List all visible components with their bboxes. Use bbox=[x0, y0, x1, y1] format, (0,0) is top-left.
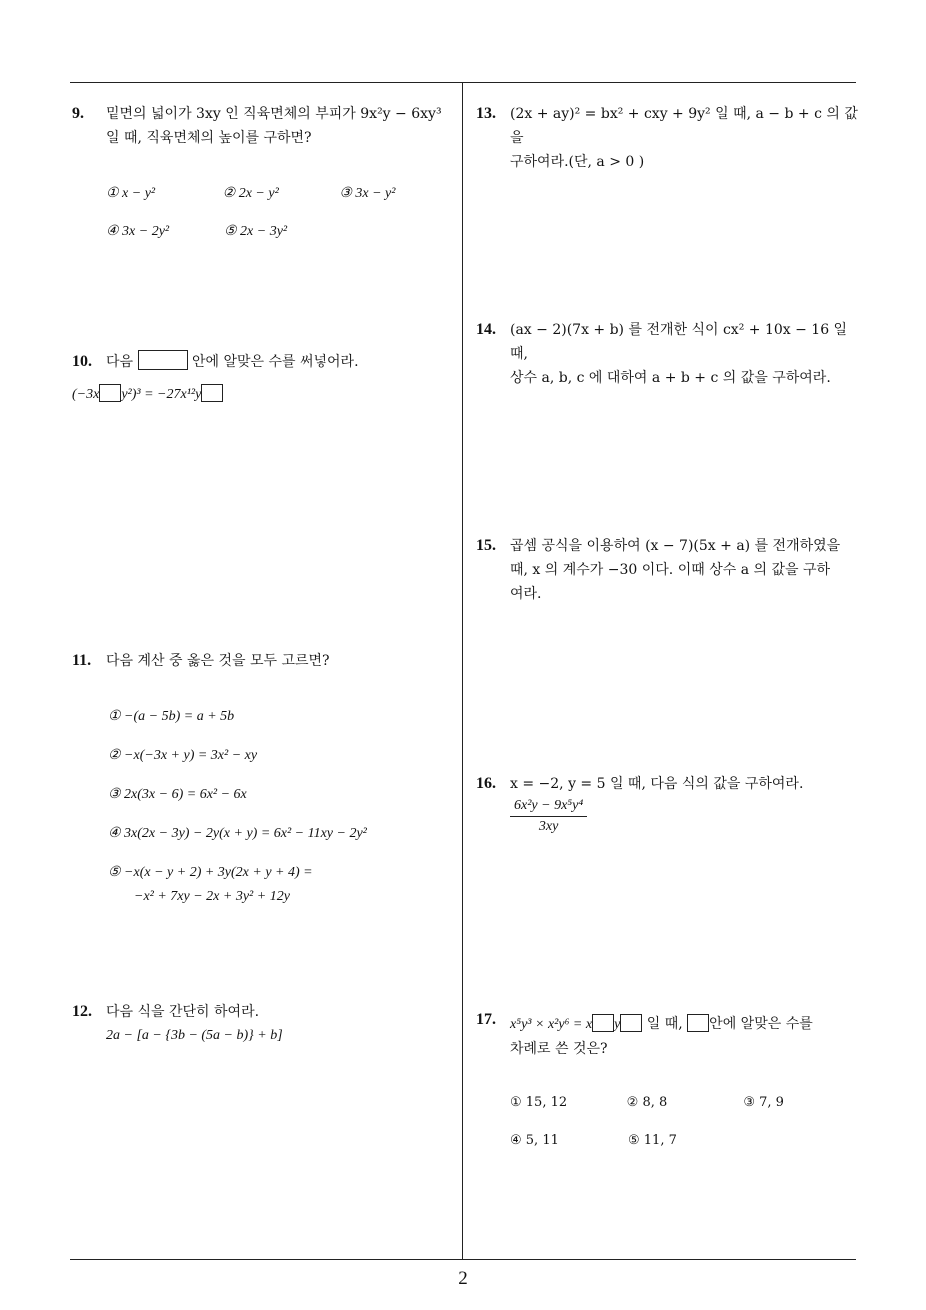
question-15 bbox=[476, 534, 860, 606]
answer-options bbox=[106, 182, 456, 244]
option-3[interactable]: ③ 2x(3x − 6) = 6x² − 6x bbox=[108, 787, 247, 802]
option-4[interactable]: ④ 3x − 2y² bbox=[106, 224, 170, 239]
option-3[interactable]: ③ 3x − y² bbox=[339, 186, 396, 201]
answer-options bbox=[108, 705, 456, 909]
fraction bbox=[510, 796, 587, 837]
question-text: 다음 식을 간단히 하여라. bbox=[106, 1004, 260, 1020]
fraction-denominator: 3xy bbox=[538, 819, 559, 834]
question-14 bbox=[476, 318, 860, 390]
question-13 bbox=[476, 102, 860, 174]
question-text: 구하여라.(단, a > 0 ) bbox=[510, 154, 645, 170]
question-number: 17. bbox=[476, 1011, 496, 1028]
answer-blank[interactable] bbox=[592, 1014, 614, 1032]
question-text: 안에 알맞은 수를 써넣어라. bbox=[191, 354, 359, 370]
expression: 2a − [a − {3b − (5a − b)} + b] bbox=[106, 1028, 283, 1043]
question-9 bbox=[72, 102, 456, 258]
question-12 bbox=[72, 1000, 456, 1048]
expression-mid: y²)³ = −27x¹²y bbox=[121, 387, 202, 402]
question-text: x = −2, y = 5 일 때, 다음 식의 값을 구하여라. bbox=[510, 776, 804, 792]
answer-blank-reference bbox=[687, 1014, 709, 1032]
answer-options bbox=[510, 1091, 860, 1153]
question-number: 15. bbox=[476, 537, 496, 554]
option-2[interactable]: ② −x(−3x + y) = 3x² − xy bbox=[108, 748, 258, 763]
question-text: 상수 a, b, c 에 대하여 a + b + c 의 값을 구하여라. bbox=[510, 370, 831, 386]
option-1[interactable]: ① x − y² bbox=[106, 186, 156, 201]
top-rule bbox=[70, 82, 856, 83]
option-5[interactable]: ⑤ −x(x − y + 2) + 3y(2x + y + 4) = bbox=[108, 865, 313, 880]
option-5-continued: −x² + 7xy − 2x + 3y² + 12y bbox=[134, 889, 290, 904]
option-2[interactable]: ② 2x − y² bbox=[222, 186, 279, 201]
column-divider bbox=[462, 82, 463, 1259]
option-4[interactable]: ④ 3x(2x − 3y) − 2y(x + y) = 6x² − 11xy − 2y² bbox=[108, 826, 367, 841]
question-11 bbox=[72, 649, 456, 909]
expression: x⁵y³ × x²y⁶ = x bbox=[510, 1017, 593, 1032]
question-text: 차례로 쓴 것은? bbox=[510, 1041, 608, 1057]
question-text: 곱셈 공식을 이용하여 (x − 7)(5x + a) 를 전개하였을 bbox=[510, 538, 841, 554]
question-number: 14. bbox=[476, 321, 496, 338]
question-number: 12. bbox=[72, 1003, 92, 1020]
question-text: 일 때, bbox=[646, 1016, 683, 1032]
page-number: 2 bbox=[458, 1268, 468, 1289]
question-text: 때, x 의 계수가 −30 이다. 이때 상수 a 의 값을 구하 bbox=[510, 562, 831, 578]
answer-blank[interactable] bbox=[99, 384, 121, 402]
expression-left: (−3x bbox=[72, 387, 100, 402]
option-1[interactable]: ① −(a − 5b) = a + 5b bbox=[108, 709, 235, 724]
answer-blank[interactable] bbox=[201, 384, 223, 402]
question-text: 일 때, 직육면체의 높이를 구하면? bbox=[106, 130, 312, 146]
question-text: 안에 알맞은 수를 bbox=[709, 1016, 813, 1032]
fraction-numerator: 6x²y − 9x⁵y⁴ bbox=[510, 796, 587, 817]
option-2[interactable]: ② 8, 8 bbox=[626, 1095, 668, 1110]
answer-blank[interactable] bbox=[620, 1014, 642, 1032]
question-text: 여라. bbox=[510, 586, 542, 602]
question-text: (2x + ay)² = bx² + cxy + 9y² 일 때, a − b + c 의 값을 bbox=[510, 106, 858, 146]
question-text: 다음 bbox=[106, 354, 134, 370]
question-number: 11. bbox=[72, 652, 92, 669]
expression: y bbox=[614, 1017, 621, 1032]
question-16 bbox=[476, 772, 860, 837]
question-text: 밑면의 넓이가 3xy 인 직육면체의 부피가 9x²y − 6xy³ bbox=[106, 106, 442, 122]
option-3[interactable]: ③ 7, 9 bbox=[743, 1095, 784, 1110]
question-text: (ax − 2)(7x + b) 를 전개한 식이 cx² + 10x − 16 일 때, bbox=[510, 322, 848, 362]
question-number: 9. bbox=[72, 105, 84, 122]
option-1[interactable]: ① 15, 12 bbox=[510, 1095, 568, 1110]
bottom-rule bbox=[70, 1259, 856, 1260]
option-5[interactable]: ⑤ 11, 7 bbox=[628, 1133, 677, 1148]
expression bbox=[72, 382, 456, 407]
question-number: 16. bbox=[476, 775, 496, 792]
question-10 bbox=[72, 350, 456, 407]
question-number: 13. bbox=[476, 105, 496, 122]
option-5[interactable]: ⑤ 2x − 3y² bbox=[224, 224, 288, 239]
question-text: 다음 계산 중 옳은 것을 모두 고르면? bbox=[106, 653, 330, 669]
question-17 bbox=[476, 1008, 860, 1167]
option-4[interactable]: ④ 5, 11 bbox=[510, 1133, 559, 1148]
question-number: 10. bbox=[72, 353, 92, 370]
answer-blank[interactable] bbox=[138, 350, 188, 370]
